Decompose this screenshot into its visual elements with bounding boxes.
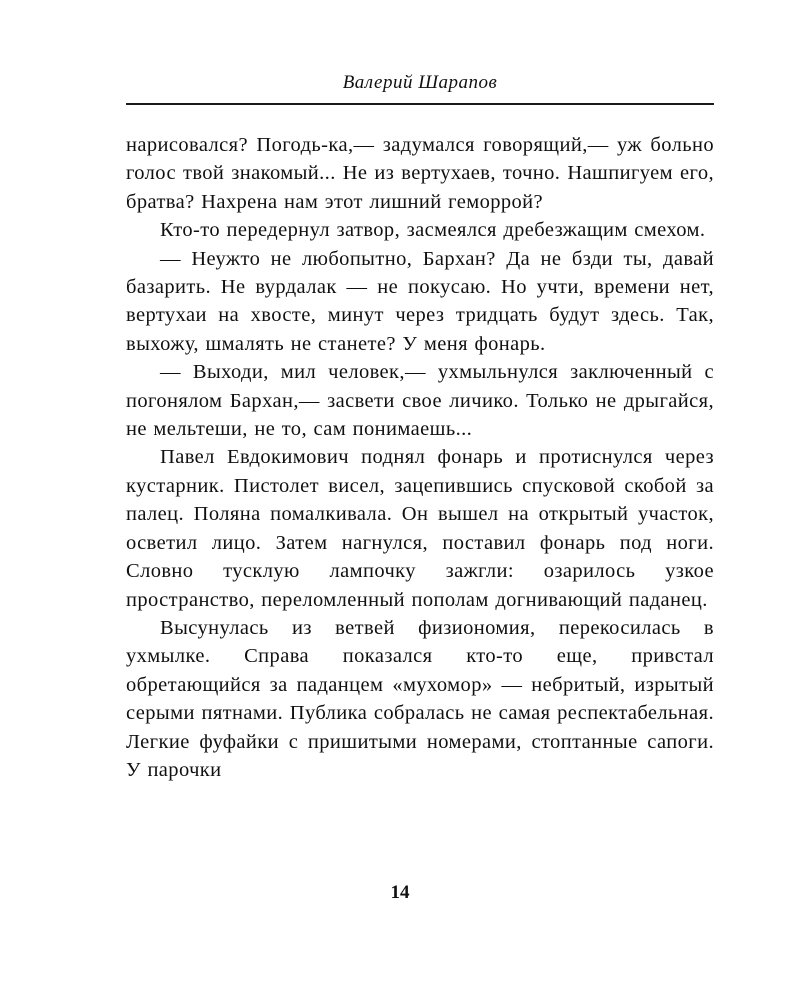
author-name: Валерий Шарапов — [342, 72, 498, 93]
body-text — [126, 131, 714, 784]
running-head — [126, 0, 714, 105]
paragraph-1: нарисовался? Погодь-ка,— задумался говорящий,— уж больно голос твой знакомый... Не из вертухаев, точно. Нашпигуем его, братва? Нахрена нам этот лишний геморрой? — [126, 134, 714, 213]
page-number: 14 — [390, 882, 410, 903]
paragraph-4: — Выходи, мил человек,— ухмыльнулся заключенный с погонялом Бархан,— засвети свое личико. Только не дрыгайся, не мельтеши, не то, сам понимаешь... — [126, 361, 714, 441]
page-content — [126, 0, 714, 1000]
paragraph-3: — Неужто не любопытно, Бархан? Да не бзди ты, давай базарить. Не вурдалак — не покусаю. Но учти, времени нет, вертухаи на хвосте, минут через тридцать будут здесь. Так, выхожу, шмалять не станете? У меня фонарь. — [126, 247, 714, 355]
header-rule — [126, 103, 714, 105]
paragraph-5: Павел Евдокимович поднял фонарь и протиснулся через кустарник. Пистолет висел, зацепившись спусковой скобой за палец. Поляна помалкивала. Он вышел на открытый участок, осветил лицо. Затем нагнулся, поставил фонарь под ноги. Словно тусклую лампочку зажгли: озарилось узкое пространство, переломленный пополам догнивающий паданец. — [126, 446, 714, 611]
paragraph-2: Кто-то передернул затвор, засмеялся дребезжащим смехом. — [160, 219, 706, 242]
paragraph-6: Высунулась из ветвей физиономия, перекосилась в ухмылке. Справа показался кто-то еще, привстал обретающийся за паданцем «мухомор» — небритый, изрытый серыми пятнами. Публика собралась не самая респектабельная. Легкие фуфайки с пришитыми номерами, стоптанные сапоги. У парочки — [126, 616, 714, 781]
